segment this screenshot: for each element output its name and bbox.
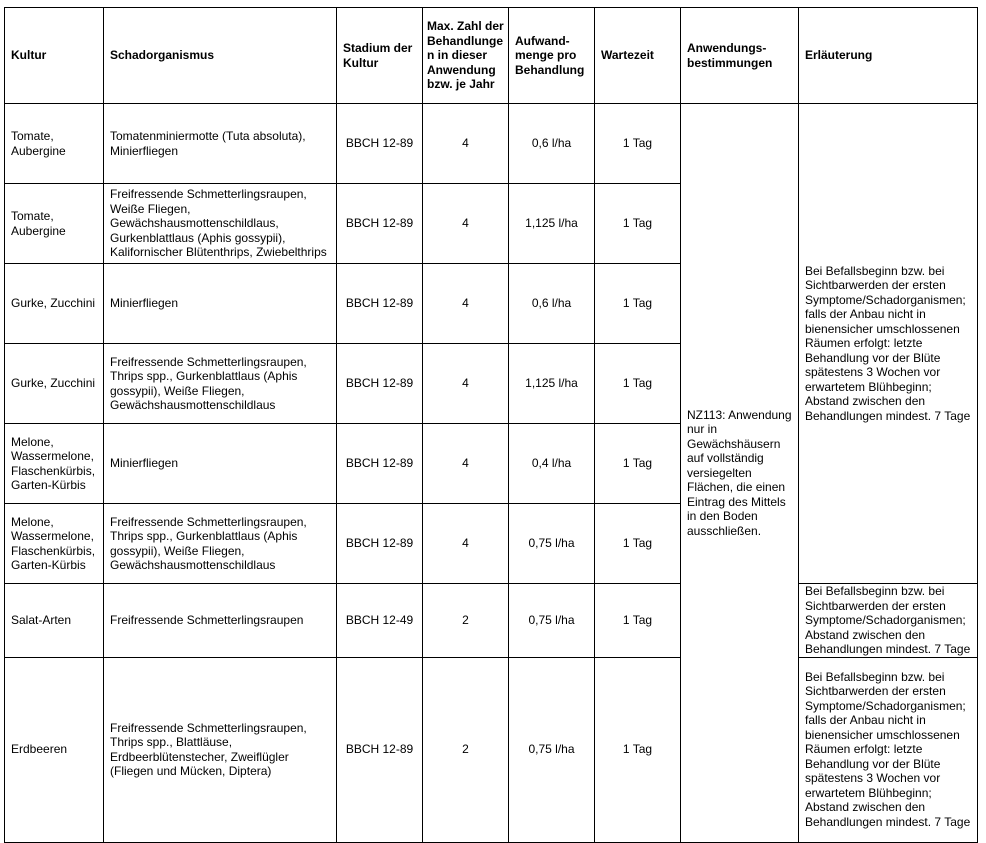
- cell-schadorganismus: Freifressende Schmetterlingsraupen, Thrips spp., Gurkenblattlaus (Aphis gossypii), Weiße Fliegen, Gewächshausmottenschildlaus: [104, 344, 337, 424]
- cell-stadium: BBCH 12-89: [337, 424, 423, 504]
- cell-kultur: Tomate, Aubergine: [5, 184, 104, 264]
- cell-erlaeuterung-2: Bei Befallsbeginn bzw. bei Sichtbarwerden der ersten Symptome/Schadorganismen; Abstand zwischen den Behandlungen mindest. 7 Tage: [799, 584, 978, 658]
- cell-max: 4: [423, 184, 509, 264]
- header-wartezeit: Wartezeit: [595, 8, 681, 104]
- cell-stadium: BBCH 12-89: [337, 184, 423, 264]
- header-row: [5, 8, 978, 104]
- cell-aufwand: 0,75 l/ha: [509, 504, 595, 584]
- cell-wartezeit: 1 Tag: [595, 184, 681, 264]
- cell-kultur: Gurke, Zucchini: [5, 344, 104, 424]
- cell-wartezeit: 1 Tag: [595, 584, 681, 658]
- cell-schadorganismus: Tomatenminiermotte (Tuta absoluta), Minierfliegen: [104, 104, 337, 184]
- header-stadium: Stadium der Kultur: [337, 8, 423, 104]
- cell-schadorganismus: Minierfliegen: [104, 264, 337, 344]
- cell-max: 4: [423, 344, 509, 424]
- cell-aufwand: 0,6 l/ha: [509, 104, 595, 184]
- cell-wartezeit: 1 Tag: [595, 424, 681, 504]
- header-aufwandmenge: Aufwand-menge pro Behandlung: [509, 8, 595, 104]
- cell-schadorganismus: Freifressende Schmetterlingsraupen, Weiße Fliegen, Gewächshausmottenschildlaus, Gurkenblattlaus (Aphis gossypii), Kalifornischer Blütenthrips, Zwiebelthrips: [104, 184, 337, 264]
- cell-aufwand: 0,6 l/ha: [509, 264, 595, 344]
- cell-kultur: Melone, Wassermelone, Flaschenkürbis, Garten-Kürbis: [5, 504, 104, 584]
- cell-wartezeit: 1 Tag: [595, 104, 681, 184]
- cell-schadorganismus: Minierfliegen: [104, 424, 337, 504]
- cell-max: 4: [423, 424, 509, 504]
- cell-anwendungsbestimmung: NZ113: Anwendung nur in Gewächshäusern auf vollständig versiegelten Flächen, die einen Eintrag des Mittels in den Boden ausschließen.: [681, 104, 799, 843]
- cell-schadorganismus: Freifressende Schmetterlingsraupen, Thrips spp., Blattläuse, Erdbeerblütenstecher, Zweiflügler (Fliegen und Mücken, Diptera): [104, 657, 337, 842]
- table-row: [5, 657, 978, 842]
- cell-kultur: Tomate, Aubergine: [5, 104, 104, 184]
- cell-kultur: Gurke, Zucchini: [5, 264, 104, 344]
- cell-max: 2: [423, 657, 509, 842]
- cell-stadium: BBCH 12-89: [337, 104, 423, 184]
- cell-stadium: BBCH 12-89: [337, 264, 423, 344]
- cell-kultur: Erdbeeren: [5, 657, 104, 842]
- cell-stadium: BBCH 12-89: [337, 344, 423, 424]
- cell-erlaeuterung-3: Bei Befallsbeginn bzw. bei Sichtbarwerden der ersten Symptome/Schadorganismen; falls der Anbau nicht in bienensicher umschlossenen Räumen erfolgt: letzte Behandlung vor der Blüte spätestens 3 Wochen vor erwartetem Blühbeginn; Abstand zwischen den Behandlungen mindest. 7 Tage: [799, 657, 978, 842]
- cell-wartezeit: 1 Tag: [595, 657, 681, 842]
- cell-aufwand: 0,75 l/ha: [509, 584, 595, 658]
- cell-wartezeit: 1 Tag: [595, 344, 681, 424]
- cell-schadorganismus: Freifressende Schmetterlingsraupen, Thrips spp., Gurkenblattlaus (Aphis gossypii), Weiße Fliegen, Gewächshausmottenschildlaus: [104, 504, 337, 584]
- header-schadorganismus: Schadorganismus: [104, 8, 337, 104]
- table-row: [5, 104, 978, 184]
- cell-wartezeit: 1 Tag: [595, 264, 681, 344]
- cell-aufwand: 0,4 l/ha: [509, 424, 595, 504]
- cell-aufwand: 0,75 l/ha: [509, 657, 595, 842]
- cell-max: 4: [423, 104, 509, 184]
- header-anwendungsbestimmungen: Anwendungs-bestimmungen: [681, 8, 799, 104]
- header-kultur: Kultur: [5, 8, 104, 104]
- cell-erlaeuterung-1: Bei Befallsbeginn bzw. bei Sichtbarwerden der ersten Symptome/Schadorganismen; falls der Anbau nicht in bienensicher umschlossenen Räumen erfolgt: letzte Behandlung vor der Blüte spätestens 3 Wochen vor erwartetem Blühbeginn; Abstand zwischen den Behandlungen mindest. 7 Tage: [799, 104, 978, 584]
- cell-max: 4: [423, 504, 509, 584]
- header-max-zahl: Max. Zahl der Behandlungen in dieser Anwendung bzw. je Jahr: [423, 8, 509, 104]
- table-row: [5, 584, 978, 658]
- cell-stadium: BBCH 12-89: [337, 504, 423, 584]
- cell-wartezeit: 1 Tag: [595, 504, 681, 584]
- cell-max: 2: [423, 584, 509, 658]
- header-erlaeuterung: Erläuterung: [799, 8, 978, 104]
- cell-aufwand: 1,125 l/ha: [509, 344, 595, 424]
- cell-max: 4: [423, 264, 509, 344]
- cell-stadium: BBCH 12-89: [337, 657, 423, 842]
- cell-kultur: Salat-Arten: [5, 584, 104, 658]
- cell-schadorganismus: Freifressende Schmetterlingsraupen: [104, 584, 337, 658]
- cell-stadium: BBCH 12-49: [337, 584, 423, 658]
- application-table: [4, 7, 978, 843]
- cell-kultur: Melone, Wassermelone, Flaschenkürbis, Garten-Kürbis: [5, 424, 104, 504]
- cell-aufwand: 1,125 l/ha: [509, 184, 595, 264]
